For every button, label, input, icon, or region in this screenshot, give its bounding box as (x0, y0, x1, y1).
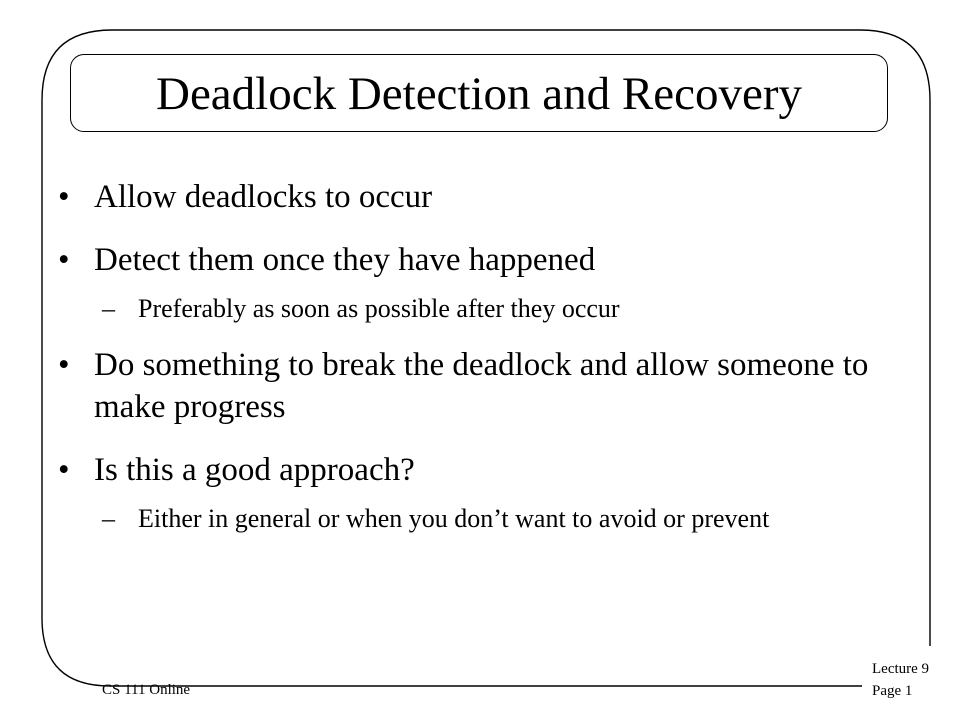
sub-bullet-text: Preferably as soon as possible after they occur (138, 294, 620, 323)
footer-lecture-label: Lecture 9 (872, 661, 930, 677)
sub-bullet-item (56, 500, 896, 538)
footer-page-info (872, 658, 929, 702)
bullet-text: Detect them once they have happened (94, 242, 596, 278)
bullet-marker: • (58, 242, 70, 278)
bullet-item (56, 344, 896, 428)
title-box (70, 54, 888, 132)
bullet-marker: • (58, 347, 70, 383)
bullet-marker: • (58, 179, 70, 215)
bullet-text: Do something to break the deadlock and allow someone to make progress (94, 347, 869, 425)
slide-title: Deadlock Detection and Recovery (156, 67, 802, 120)
bullet-text: Is this a good approach? (94, 452, 415, 488)
sub-bullet-item (56, 290, 896, 328)
footer-course-label: CS 111 Online (102, 682, 191, 698)
bullet-item (56, 449, 896, 491)
footer-page-label: Page 1 (872, 683, 913, 699)
sub-bullet-text: Either in general or when you don’t want to avoid or prevent (138, 504, 770, 533)
sub-bullet-marker: – (102, 294, 115, 323)
sub-bullet-marker: – (102, 504, 115, 533)
bullet-item (56, 176, 896, 218)
bullet-text: Allow deadlocks to occur (94, 179, 433, 215)
slide-content (56, 176, 896, 554)
bullet-item (56, 239, 896, 281)
bullet-marker: • (58, 452, 70, 488)
